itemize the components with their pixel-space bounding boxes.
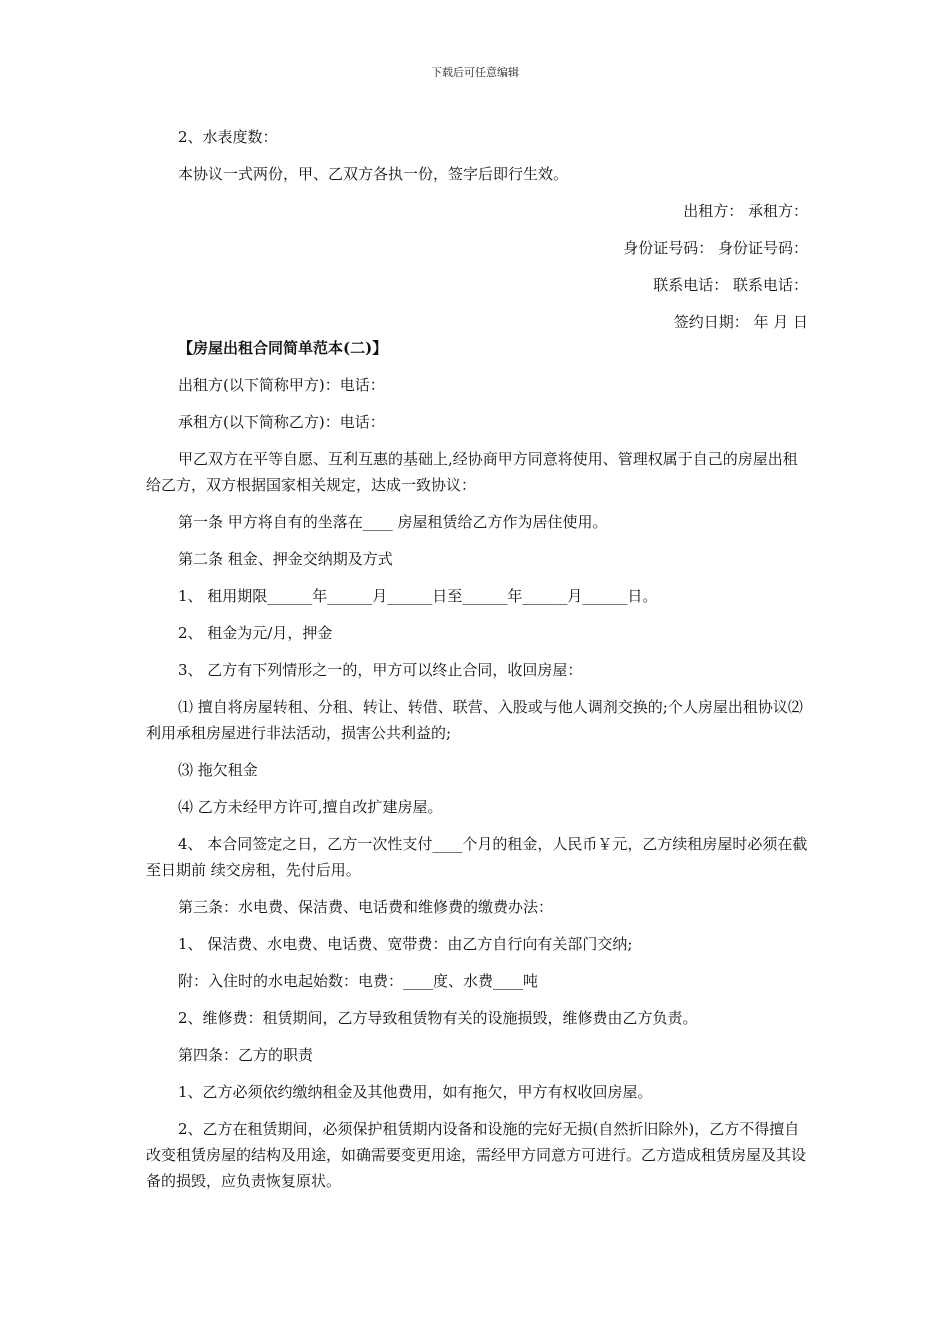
article-3-item-1: 1、 保洁费、水电费、电话费、宽带费：由乙方自行向有关部门交纳; — [178, 935, 633, 953]
signature-phones: 联系电话： 联系电话： — [653, 276, 808, 294]
section-heading: 【房屋出租合同简单范本(二)】 — [178, 339, 388, 357]
article-1: 第一条 甲方将自有的坐落在____ 房屋租赁给乙方作为居住使用。 — [178, 513, 608, 531]
article-3-heading: 第三条：水电费、保洁费、电话费和维修费的缴费办法： — [178, 898, 554, 916]
article-2-heading: 第二条 租金、押金交纳期及方式 — [178, 550, 393, 568]
article-3-item-2: 2、维修费：租赁期间，乙方导致租赁物有关的设施损毁，维修费由乙方负责。 — [178, 1009, 698, 1027]
page-header: 下载后可任意编辑 — [431, 66, 519, 79]
article-4-item-2: 2、乙方在租赁期间，必须保护租赁期内设备和设施的完好无损(自然折旧除外)，乙方不得擅自改变租赁房屋的结构及用途，如确需要变更用途，需经甲方同意方可进行。乙方造成租赁房屋及其设备的损毁，应负责恢复原状。 — [146, 1120, 807, 1190]
article-4-item-1: 1、乙方必须依约缴纳租金及其他费用，如有拖欠，甲方有权收回房屋。 — [178, 1083, 653, 1101]
article-2-item-2: 2、 租金为元/月，押金 — [178, 624, 333, 642]
article-2-item-1: 1、 租用期限______年______月______日至______年______月______日。 — [178, 587, 658, 605]
paragraph-preamble: 甲乙双方在平等自愿、互利互惠的基础上,经协商甲方同意将使用、管理权属于自己的房屋出租给乙方，双方根据国家相关规定，达成一致协议： — [146, 450, 798, 494]
article-4-heading: 第四条：乙方的职责 — [178, 1046, 314, 1064]
signature-date: 签约日期： 年 月 日 — [673, 313, 808, 331]
article-3-note: 附：入住时的水电起始数：电费：____度、水费____吨 — [178, 972, 539, 990]
paragraph-water-meter: 2、水表度数： — [178, 128, 278, 146]
article-2-item-3-clause-1-2: ⑴ 擅自将房屋转租、分租、转让、转借、联营、入股或与他人调剂交换的;个人房屋出租协议⑵ 利用承租房屋进行非法活动，损害公共利益的; — [146, 698, 803, 742]
paragraph-lessee: 承租方(以下简称乙方)：电话： — [178, 413, 385, 431]
signature-parties: 出租方： 承租方： — [683, 202, 808, 220]
signature-id-numbers: 身份证号码： 身份证号码： — [623, 239, 808, 257]
article-2-item-4: 4、 本合同签定之日，乙方一次性支付____个月的租金，人民币￥元，乙方续租房屋时必须在截至日期前 续交房租，先付后用。 — [146, 835, 808, 879]
paragraph-copies: 本协议一式两份，甲、乙双方各执一份，签字后即行生效。 — [178, 165, 569, 183]
paragraph-lessor: 出租方(以下简称甲方)：电话： — [178, 376, 385, 394]
document-body — [146, 124, 808, 1194]
article-2-item-3: 3、 乙方有下列情形之一的，甲方可以终止合同，收回房屋： — [178, 661, 583, 679]
article-2-item-3-clause-3: ⑶ 拖欠租金 — [178, 761, 258, 779]
article-2-item-3-clause-4: ⑷ 乙方未经甲方许可,擅自改扩建房屋。 — [178, 798, 443, 816]
